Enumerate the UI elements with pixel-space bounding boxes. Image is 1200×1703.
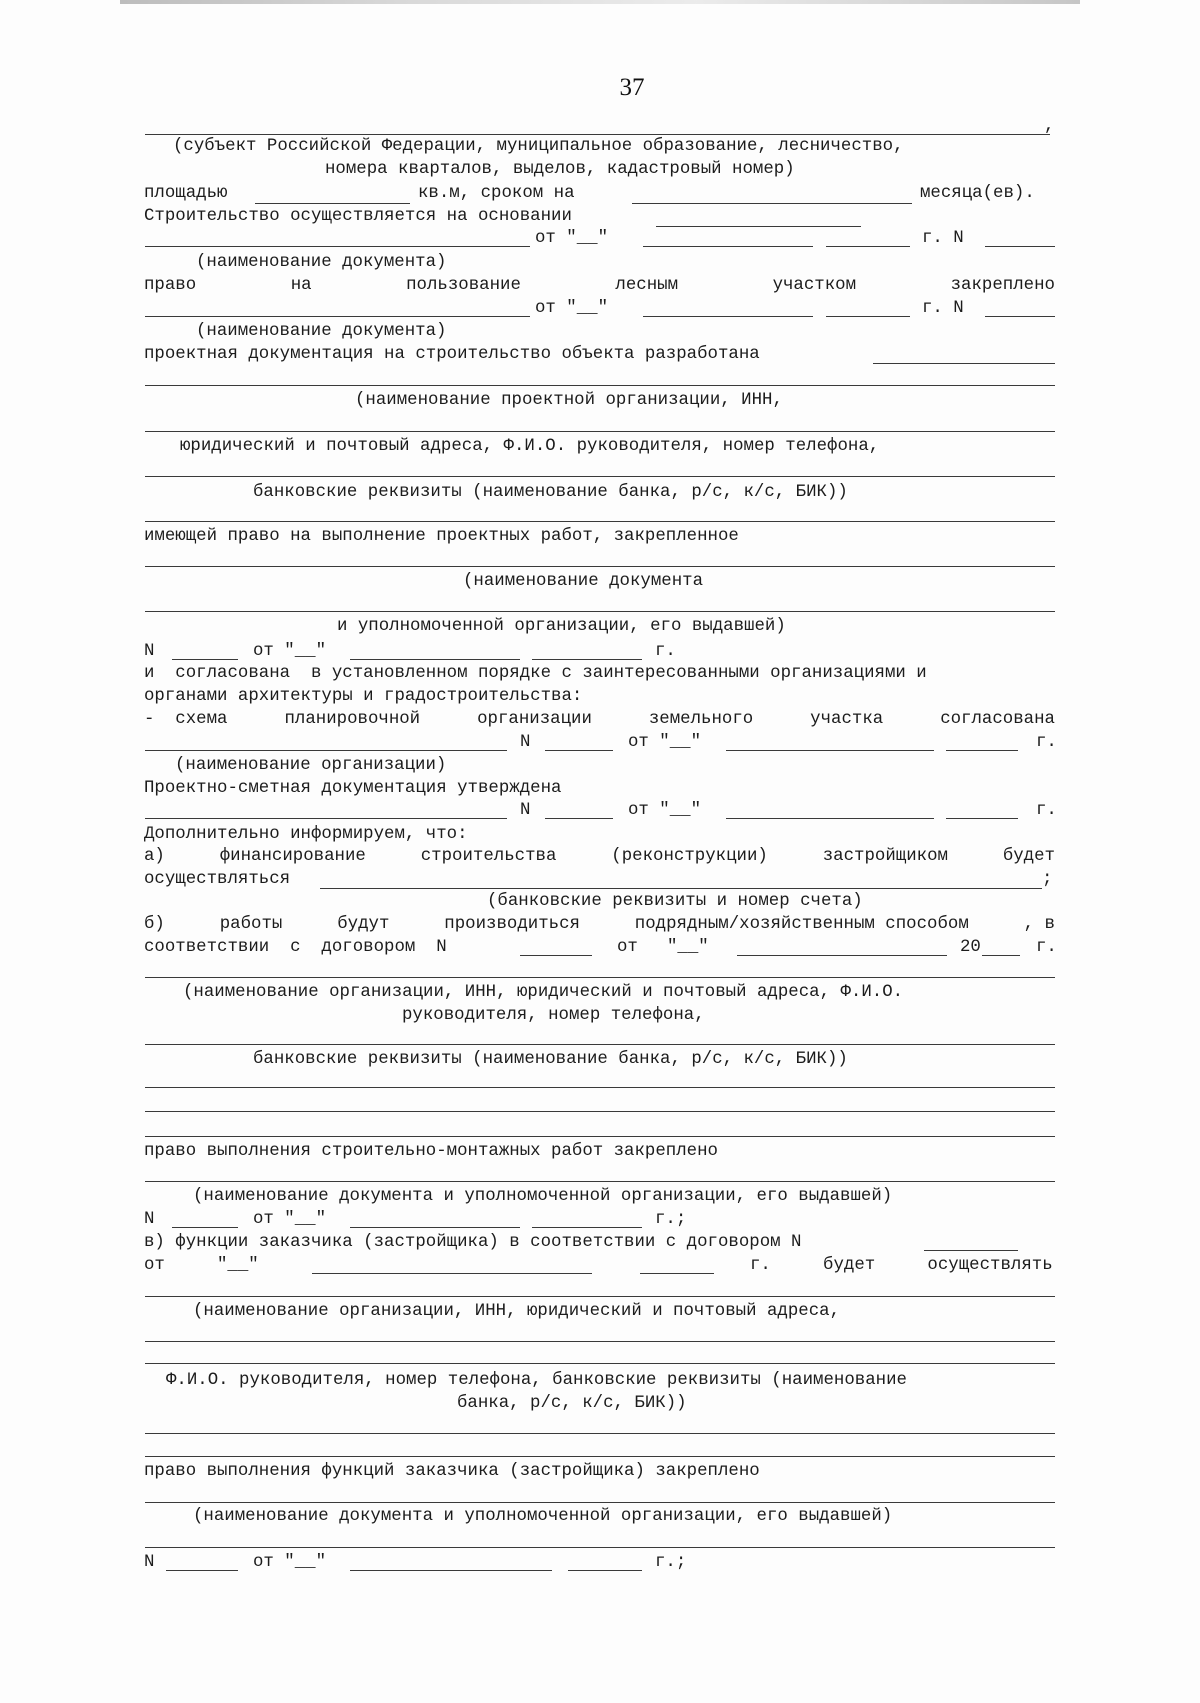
right-to-use-line bbox=[144, 277, 1055, 294]
word: подрядным/хозяйственным способом bbox=[634, 915, 969, 934]
n-label: N bbox=[144, 642, 155, 661]
fill-line[interactable] bbox=[145, 1341, 1055, 1342]
quote-marks: "__" bbox=[217, 1256, 259, 1275]
year-field[interactable] bbox=[640, 1273, 714, 1274]
fill-line[interactable] bbox=[145, 977, 1055, 978]
subject-caption-line-1: (субъект Российской Федерации, муниципальное образование, лесничество, bbox=[173, 137, 904, 156]
org-name-caption: (наименование организации) bbox=[175, 756, 447, 775]
date-field[interactable] bbox=[643, 316, 813, 317]
director-caption-line-1: Ф.И.О. руководителя, номер телефона, банковские реквизиты (наименование bbox=[166, 1371, 907, 1390]
from-word: от bbox=[144, 1256, 165, 1275]
n-label: N bbox=[520, 733, 531, 752]
word: - схема bbox=[144, 710, 228, 729]
word: будет bbox=[1002, 847, 1055, 866]
area-field[interactable] bbox=[255, 203, 410, 204]
scan-artifact bbox=[120, 0, 1080, 4]
right-doc-field[interactable] bbox=[145, 316, 530, 317]
financing-line bbox=[144, 848, 1055, 865]
subject-caption-line-2: номера кварталов, выделов, кадастровый номер) bbox=[325, 160, 795, 179]
per-contract-label: соответствии с договором N bbox=[144, 938, 447, 957]
carried-out-label: осуществляться bbox=[144, 870, 291, 889]
fill-line[interactable] bbox=[145, 1433, 1055, 1434]
project-docs-label: проектная документация на строительство объекта разработана bbox=[144, 345, 760, 364]
word: б) bbox=[144, 915, 165, 934]
bank-caption: банковские реквизиты (наименование банка, р/с, к/с, БИК)) bbox=[253, 483, 848, 502]
word: (реконструкции) bbox=[611, 847, 768, 866]
org-inn-caption: (наименование организации, ИНН, юридический и почтовый адреса, bbox=[193, 1302, 841, 1321]
word: застройщиком bbox=[822, 847, 948, 866]
word: право bbox=[144, 276, 197, 295]
year-field[interactable] bbox=[826, 316, 910, 317]
customer-right-label: право выполнения функций заказчика (застройщика) закреплено bbox=[144, 1462, 760, 1481]
from-date-label: от "__" bbox=[535, 299, 609, 318]
from-label: от "__" bbox=[253, 1210, 327, 1229]
year-semicolon-label: г.; bbox=[655, 1210, 687, 1229]
estimate-docs-label: Проектно-сметная документация утверждена bbox=[144, 779, 562, 798]
design-right-label: имеющей право на выполнение проектных работ, закрепленное bbox=[144, 527, 739, 546]
area-unit: кв.м, сроком на bbox=[418, 184, 575, 203]
contract-number-field[interactable] bbox=[520, 955, 592, 956]
year-label: г. bbox=[1036, 801, 1057, 820]
word: финансирование bbox=[219, 847, 366, 866]
word: организации bbox=[477, 710, 592, 729]
number-field[interactable] bbox=[545, 750, 613, 751]
fill-line[interactable] bbox=[145, 566, 1055, 567]
term-unit: месяца(ев). bbox=[920, 184, 1035, 203]
bank-caption: банковские реквизиты (наименование банка, р/с, к/с, БИК)) bbox=[253, 1050, 848, 1069]
fill-line[interactable] bbox=[145, 1111, 1055, 1112]
word: участком bbox=[772, 276, 857, 295]
n-label: N bbox=[520, 801, 531, 820]
fill-line bbox=[145, 134, 1050, 135]
word: земельного bbox=[648, 710, 754, 729]
org-full-caption-line-2: руководителя, номер телефона, bbox=[402, 1006, 705, 1025]
customer-functions-label: в) функции заказчика (застройщика) в соответствии с договором N bbox=[144, 1233, 802, 1252]
construction-right-label: право выполнения строительно-монтажных работ закреплено bbox=[144, 1142, 718, 1161]
fill-line[interactable] bbox=[145, 476, 1055, 477]
number-field[interactable] bbox=[166, 1570, 238, 1571]
basis-field[interactable] bbox=[656, 226, 861, 227]
bank-account-caption: (банковские реквизиты и номер счета) bbox=[487, 892, 863, 911]
word: работы bbox=[219, 915, 283, 934]
contract-number-field[interactable] bbox=[924, 1250, 1018, 1251]
basis-doc-field[interactable] bbox=[145, 246, 530, 247]
org-field[interactable] bbox=[145, 818, 507, 819]
scheme-line bbox=[144, 711, 1055, 728]
n-label: N bbox=[144, 1553, 155, 1572]
fill-line[interactable] bbox=[145, 385, 1055, 386]
org-field[interactable] bbox=[145, 750, 507, 751]
word: согласована bbox=[940, 710, 1055, 729]
word: на bbox=[290, 276, 312, 295]
word: лесным bbox=[615, 276, 679, 295]
fill-line[interactable] bbox=[145, 1296, 1055, 1297]
date-field[interactable] bbox=[737, 955, 947, 956]
number-field[interactable] bbox=[172, 659, 238, 660]
org-full-caption-line-1: (наименование организации, ИНН, юридический и почтовый адреса, Ф.И.О. bbox=[183, 983, 904, 1002]
fill-line[interactable] bbox=[145, 1502, 1055, 1503]
page-number: 37 bbox=[619, 74, 645, 101]
doc-and-org-caption: (наименование документа и уполномоченной организации, его выдавшей) bbox=[193, 1187, 893, 1206]
fill-line[interactable] bbox=[145, 1044, 1055, 1045]
year-label: г. bbox=[1036, 938, 1057, 957]
from-label: от "__" bbox=[628, 733, 702, 752]
project-org-field[interactable] bbox=[873, 363, 1055, 364]
word: производиться bbox=[444, 915, 580, 934]
fill-line[interactable] bbox=[145, 1547, 1055, 1548]
year-field[interactable] bbox=[826, 246, 910, 247]
semicolon: ; bbox=[1042, 870, 1053, 889]
word: планировочной bbox=[284, 710, 421, 729]
from-label: от "__" bbox=[253, 1553, 327, 1572]
fill-line[interactable] bbox=[145, 1087, 1055, 1088]
year-label: г. bbox=[655, 642, 676, 661]
quote-marks: "__" bbox=[667, 938, 709, 957]
fill-line[interactable] bbox=[145, 1136, 1055, 1137]
year-label: г. bbox=[1036, 733, 1057, 752]
arch-bodies-line: органами архитектуры и градостроительства: bbox=[144, 687, 583, 706]
fill-line[interactable] bbox=[145, 1363, 1055, 1364]
year-field[interactable] bbox=[532, 1227, 642, 1228]
fill-line[interactable] bbox=[145, 1181, 1055, 1182]
year-number-label: г. N bbox=[922, 299, 964, 318]
number-field[interactable] bbox=[545, 818, 613, 819]
works-line bbox=[144, 916, 1055, 933]
authorized-org-caption: и уполномоченной организации, его выдавшей) bbox=[337, 617, 786, 636]
year-field[interactable] bbox=[946, 818, 1018, 819]
doc-name-caption: (наименование документа) bbox=[196, 322, 447, 341]
from-label: от "__" bbox=[253, 642, 327, 661]
word: а) bbox=[144, 847, 165, 866]
director-caption-line-2: банка, р/с, к/с, БИК)) bbox=[457, 1394, 687, 1413]
year-field[interactable] bbox=[946, 750, 1018, 751]
doc-and-org-caption: (наименование документа и уполномоченной организации, его выдавшей) bbox=[193, 1507, 893, 1526]
construction-basis-label: Строительство осуществляется на основании bbox=[144, 207, 572, 226]
year-number-label: г. N bbox=[922, 229, 964, 248]
word: закреплено bbox=[950, 276, 1055, 295]
term-field[interactable] bbox=[632, 203, 912, 204]
word: будут bbox=[337, 915, 390, 934]
from-word: от bbox=[617, 938, 638, 957]
fill-line[interactable] bbox=[145, 611, 1055, 612]
bank-account-field[interactable] bbox=[320, 888, 1042, 889]
year-20-label: 20 bbox=[960, 938, 981, 957]
fill-line[interactable] bbox=[145, 431, 1055, 432]
comma: , bbox=[1044, 117, 1055, 136]
legal-address-caption: юридический и почтовый адреса, Ф.И.О. руководителя, номер телефона, bbox=[180, 437, 880, 456]
doc-name-open-caption: (наименование документа bbox=[463, 572, 704, 591]
area-label: площадью bbox=[144, 184, 228, 203]
word: пользование bbox=[406, 276, 521, 295]
will-perform-label: г. будет осуществлять bbox=[750, 1256, 1053, 1275]
from-date-label: от "__" bbox=[535, 229, 609, 248]
number-field[interactable] bbox=[172, 1227, 238, 1228]
year-field[interactable] bbox=[982, 955, 1020, 956]
date-field[interactable] bbox=[350, 1570, 552, 1571]
year-field[interactable] bbox=[532, 659, 642, 660]
from-label: от "__" bbox=[628, 801, 702, 820]
date-field[interactable] bbox=[312, 1273, 592, 1274]
date-field[interactable] bbox=[726, 818, 934, 819]
date-field[interactable] bbox=[350, 659, 520, 660]
year-semicolon-label: г.; bbox=[655, 1553, 687, 1572]
word: строительства bbox=[420, 847, 557, 866]
word: участка bbox=[810, 710, 884, 729]
agreed-line: и согласована в установленном порядке с заинтересованными организациями и bbox=[144, 664, 927, 683]
word: , в bbox=[1023, 915, 1055, 934]
number-field[interactable] bbox=[985, 246, 1055, 247]
fill-line[interactable] bbox=[145, 521, 1055, 522]
additional-info-label: Дополнительно информируем, что: bbox=[144, 825, 468, 844]
date-field[interactable] bbox=[350, 1227, 520, 1228]
number-field[interactable] bbox=[985, 316, 1055, 317]
date-field[interactable] bbox=[726, 750, 934, 751]
fill-line[interactable] bbox=[145, 1456, 1055, 1457]
doc-name-caption: (наименование документа) bbox=[196, 253, 447, 272]
year-field[interactable] bbox=[568, 1570, 642, 1571]
date-field[interactable] bbox=[643, 246, 813, 247]
project-org-caption: (наименование проектной организации, ИНН, bbox=[355, 391, 783, 410]
n-label: N bbox=[144, 1210, 155, 1229]
